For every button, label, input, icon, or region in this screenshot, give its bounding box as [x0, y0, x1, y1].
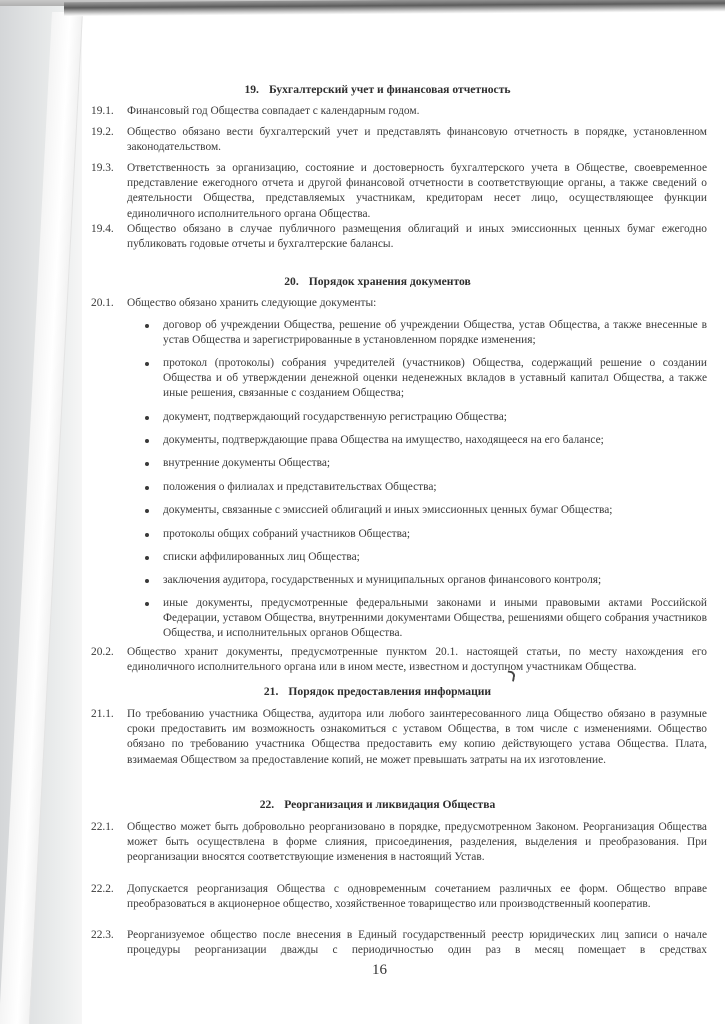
paragraph-22-3 — [91, 928, 707, 958]
paragraph-19-3 — [91, 161, 707, 222]
bullet-icon — [145, 509, 149, 513]
paragraph-21-1 — [91, 707, 707, 768]
list-item-text: заключения аудитора, государственных и муниципальных органов финансового контроля; — [163, 574, 602, 586]
section-title: Порядок хранения документов — [308, 275, 471, 288]
bullet-icon — [145, 324, 149, 328]
section-title: Реорганизация и ликвидация Общества — [284, 798, 496, 811]
bullet-icon — [145, 556, 149, 560]
list-item-text: документы, подтверждающие права Общества на имущество, находящееся на его балансе; — [163, 434, 604, 446]
section-heading-22 — [0, 798, 725, 811]
section-number: 22. — [259, 798, 275, 811]
section-heading-19 — [0, 83, 725, 96]
list-item — [145, 356, 707, 402]
paragraph-number: 20.1. — [91, 297, 114, 309]
paragraph-number: 19.4. — [91, 223, 114, 235]
paragraph-text: Общество обязано в случае публичного размещения облигаций и иных эмиссионных ценных бумаг ежегодно публиковать годовые отчеты и бухгалтерские балансы. — [127, 223, 707, 251]
section-number: 19. — [244, 83, 259, 96]
list-item-text: документ, подтверждающий государственную регистрацию Общества; — [163, 411, 507, 423]
paragraph-number: 20.2. — [91, 646, 114, 658]
paragraph-number: 22.3. — [91, 929, 114, 941]
list-item-text: внутренние документы Общества; — [163, 457, 331, 469]
paragraph-text: Общество хранит документы, предусмотренные пунктом 20.1. настоящей статьи, по месту нахождения его единоличного исполнительного органа или в ином месте, известном и доступном участникам Общества. — [127, 646, 707, 674]
bullet-icon — [145, 602, 149, 606]
section-heading-21 — [0, 685, 725, 698]
list-item — [145, 456, 707, 471]
list-item — [145, 480, 707, 495]
list-item-text: договор об учреждении Общества, решение об учреждении Общества, устав Общества, а также внесенные в устав Общества и зарегистрированные в установленном порядке изменения; — [163, 319, 707, 347]
list-item-text: документы, связанные с эмиссией облигаций и иных эмиссионных ценных бумаг Общества; — [163, 504, 613, 516]
section-number: 21. — [263, 685, 279, 698]
paragraph-text: Реорганизуемое общество после внесения в Единый государственный реестр юридических лиц записи о начале процедуры реорганизации дважды с периодичностью один раз в месяц помещает в средствах — [127, 929, 707, 957]
paragraph-text: Финансовый год Общества совпадает с календарным годом. — [127, 105, 420, 117]
paragraph-19-2 — [91, 125, 707, 155]
list-item — [145, 596, 707, 642]
list-item-text: протоколы общих собраний участников Общества; — [163, 528, 411, 540]
list-item — [145, 573, 707, 588]
paragraph-19-1 — [91, 104, 707, 119]
paragraph-22-1 — [91, 820, 707, 866]
paragraph-text: По требованию участника Общества, аудитора или любого заинтересованного лица Общество обязано в разумные сроки предоставить им возможность ознакомиться с уставом Общества, в том числе с изменениями. Общество обязано по требованию участника Общества предоставить ему копию действующего устава Общества. Плата, взимаемая Обществом за предоставление копий, не может превышать затраты на их изготовление. — [127, 708, 707, 766]
bullet-icon — [145, 439, 149, 443]
list-item — [145, 410, 707, 425]
page-number: 16 — [372, 962, 387, 978]
paragraph-number: 19.1. — [91, 105, 114, 117]
paragraph-text: Ответственность за организацию, состояние и достоверность бухгалтерского учета в Обществе, своевременное представление ежегодного отчета и другой финансовой отчетности в соответствующие органы, а также сведений о деятельности Общества, представляемых участникам, кредиторам несет лицо, осуществляющее функции единоличного исполнительного органа Общества. — [127, 162, 707, 220]
list-item — [145, 433, 707, 448]
section-heading-20 — [0, 275, 725, 288]
bullet-icon — [145, 579, 149, 583]
section-title: Порядок предоставления информации — [288, 685, 492, 698]
paragraph-number: 19.3. — [91, 162, 114, 174]
list-item — [145, 318, 707, 348]
list-item-text: списки аффилированных лиц Общества; — [163, 551, 360, 563]
paragraph-20-2 — [91, 645, 707, 675]
paragraph-number: 21.1. — [91, 708, 114, 720]
bullet-icon — [145, 533, 149, 537]
paragraph-number: 22.2. — [91, 883, 114, 895]
paragraph-number: 22.1. — [91, 821, 114, 833]
bullet-icon — [145, 362, 149, 366]
paragraph-19-4 — [91, 222, 707, 252]
section-number: 20. — [284, 275, 299, 288]
bullet-icon — [145, 462, 149, 466]
paragraph-text: Общество обязано хранить следующие документы: — [127, 297, 377, 309]
paragraph-text: Общество может быть добровольно реорганизовано в порядке, предусмотренном Законом. Реорганизация Общества может быть осуществлена в форме слияния, присоединения, разделения, выделения и преобразования. При реорганизации вносятся соответствующие изменения в настоящий Устав. — [127, 821, 707, 864]
paragraph-22-2 — [91, 882, 707, 912]
list-item-text: протокол (протоколы) собрания учредителей (участников) Общества, содержащий решение о создании Общества и об утверждении денежной оценки неденежных вкладов в уставный капитал Общества, а также иные решения, связанные с созданием Общества; — [163, 357, 707, 400]
list-item — [145, 527, 707, 542]
bullet-icon — [145, 416, 149, 420]
list-item — [145, 503, 707, 518]
bullet-icon — [145, 486, 149, 490]
paragraph-number: 19.2. — [91, 126, 114, 138]
paragraph-20-1 — [91, 296, 707, 311]
list-item-text: положения о филиалах и представительствах Общества; — [163, 481, 437, 493]
list-item — [145, 550, 707, 565]
list-item-text: иные документы, предусмотренные федеральными законами и иными правовыми актами Российской Федерации, уставом Общества, внутренними документами Общества, решениями общего собрания участников Общества, и исполнительных органов Общества. — [163, 597, 707, 640]
paragraph-text: Общество обязано вести бухгалтерский учет и представлять финансовую отчетность в порядке, установленном законодательством. — [127, 126, 707, 154]
paragraph-text: Допускается реорганизация Общества с одновременным сочетанием различных ее форм. Общество вправе преобразоваться в акционерное общество, хозяйственное товарищество или производственный кооператив. — [127, 883, 707, 911]
section-title: Бухгалтерский учет и финансовая отчетность — [268, 83, 511, 96]
